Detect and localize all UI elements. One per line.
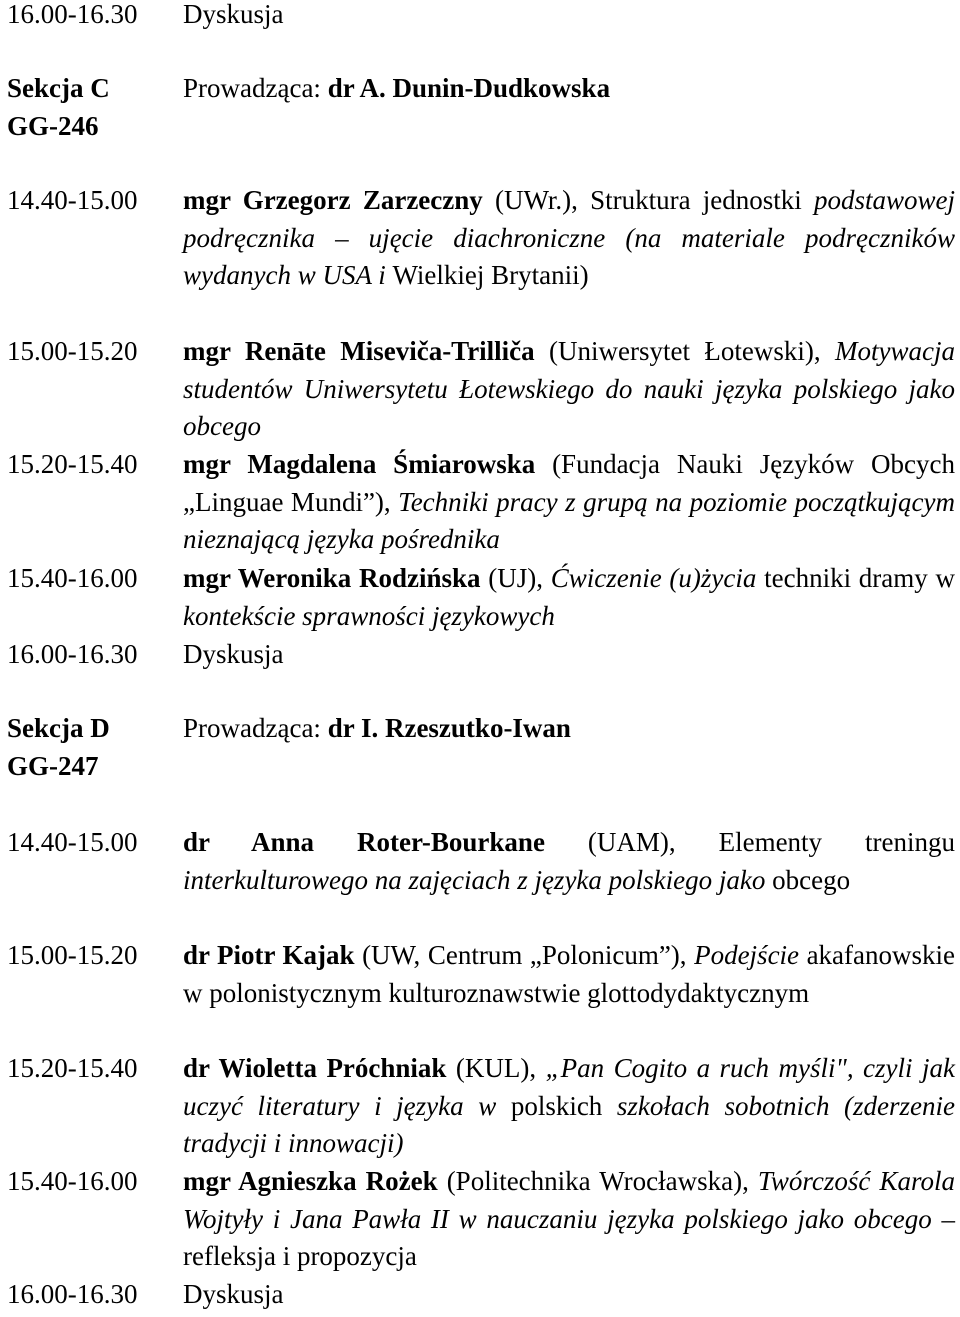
section-leader [183,70,955,145]
time-slot: 15.20-15.40 [7,449,138,479]
talk-title-italic: Motywacja studentów Uniwersytetu Łotewskiego do nauki języka polskiego jako obcego [183,336,955,441]
schedule-row-talk [7,1050,955,1163]
leader-label: Prowadząca: [183,73,328,103]
talk-title: polskich [510,1090,603,1121]
schedule-row-talk [7,333,955,446]
talk-entry [183,333,955,446]
talk-entry [183,182,955,295]
section-room: GG-247 [7,750,99,781]
affiliation: (KUL), [446,1053,546,1083]
talk-title-italic: Twórczość Karola Wojtyły i Jana Pawła II w nauczaniu języka polskiego jako obcego [183,1166,955,1234]
schedule-row-talk [7,1163,955,1276]
time-slot: 14.40-15.00 [7,827,138,857]
leader-label: Prowadząca: [183,713,328,743]
talk-title-tail: Wielkiej Brytanii) [392,260,589,290]
schedule-row-talk [7,446,955,559]
talk-title: – refleksja i propozycja [183,1203,955,1271]
discussion-label: Dyskusja [183,1279,284,1309]
talk-entry [183,824,955,899]
section-name: Sekcja C [7,73,110,103]
talk-title-italic: szkołach sobotnich (zderzenie tradycji i innowacji) [183,1090,955,1158]
time-slot: 16.00-16.30 [7,1279,138,1309]
affiliation: (UJ), [480,563,551,593]
schedule-row-talk [7,182,955,295]
section-d-header [7,710,955,785]
time-slot: 15.00-15.20 [7,336,138,366]
speaker-name: dr Anna Roter-Bourkane [183,827,545,857]
schedule-row-talk [7,937,955,1012]
schedule-row-discussion [7,1276,955,1314]
talk-title: akafanowskie w polonistycznym kulturoznawstwie glottodydaktycznym [183,940,955,1008]
schedule-row-talk [7,560,955,635]
affiliation: (Uniwersytet Łotewski), [534,336,836,366]
time-slot: 15.20-15.40 [7,1053,138,1083]
affiliation: (UAM), Elementy treningu [544,827,955,857]
schedule-row-talk [7,824,955,899]
discussion-label: Dyskusja [183,0,284,29]
speaker-name: mgr Renāte Miseviča-Trilliča [183,336,535,366]
talk-entry [183,937,955,1012]
talk-entry [183,1163,955,1276]
time-slot: 16.00-16.30 [7,639,138,669]
section-name: Sekcja D [7,713,110,743]
speaker-name: mgr Magdalena Śmiarowska [183,449,536,479]
talk-title-italic: podstawowej podręcznika – ujęcie diachroniczne (na materiale podręczników wydanych w USA i [183,185,956,290]
affiliation: (UW, Centrum „Polonicum”), [354,940,695,970]
talk-title: Struktura jednostki [590,185,814,215]
affiliation: (Fundacja Nauki Języków Obcych „Linguae Mundi”), [183,449,955,517]
talk-title-italic: „Pan Cogito a ruch myśli", czyli jak uczyć literatury i języka w [183,1053,955,1121]
talk-entry [183,446,955,559]
affiliation: (UWr.), [482,185,591,215]
time-slot: 16.00-16.30 [7,0,138,29]
section-leader [183,710,955,785]
talk-title: techniki dramy w [756,563,955,593]
leader-name: dr I. Rzeszutko-Iwan [327,713,571,743]
time-slot: 15.00-15.20 [7,940,138,970]
section-c-header [7,70,955,145]
speaker-name: mgr Grzegorz Zarzeczny [183,185,483,215]
talk-title-italic: interkulturowego na zajęciach z języka polskiego jako [183,864,773,895]
talk-entry [183,560,955,635]
speaker-name: dr Wioletta Próchniak [183,1053,447,1083]
talk-title-italic: Podejście [694,940,800,970]
time-slot: 15.40-16.00 [7,563,138,593]
speaker-name: mgr Weronika Rodzińska [183,563,481,593]
talk-title-italic: kontekście sprawności językowych [183,600,555,631]
talk-entry [183,1050,955,1163]
talk-title-italic: Ćwiczenie (u)życia [550,563,757,593]
schedule-row-discussion [7,0,955,34]
time-slot: 15.40-16.00 [7,1166,138,1196]
discussion-label: Dyskusja [183,639,284,669]
section-room: GG-246 [7,110,99,141]
affiliation: (Politechnika Wrocławska), [437,1166,758,1196]
time-slot: 14.40-15.00 [7,185,138,215]
speaker-name: mgr Agnieszka Rożek [183,1166,438,1196]
talk-title-italic: Techniki pracy z grupą na poziomie początkującym nieznającą języka pośrednika [183,486,955,554]
speaker-name: dr Piotr Kajak [183,940,355,970]
leader-name: dr A. Dunin-Dudkowska [327,73,611,103]
talk-title: obcego [772,864,851,895]
schedule-row-discussion [7,636,955,674]
